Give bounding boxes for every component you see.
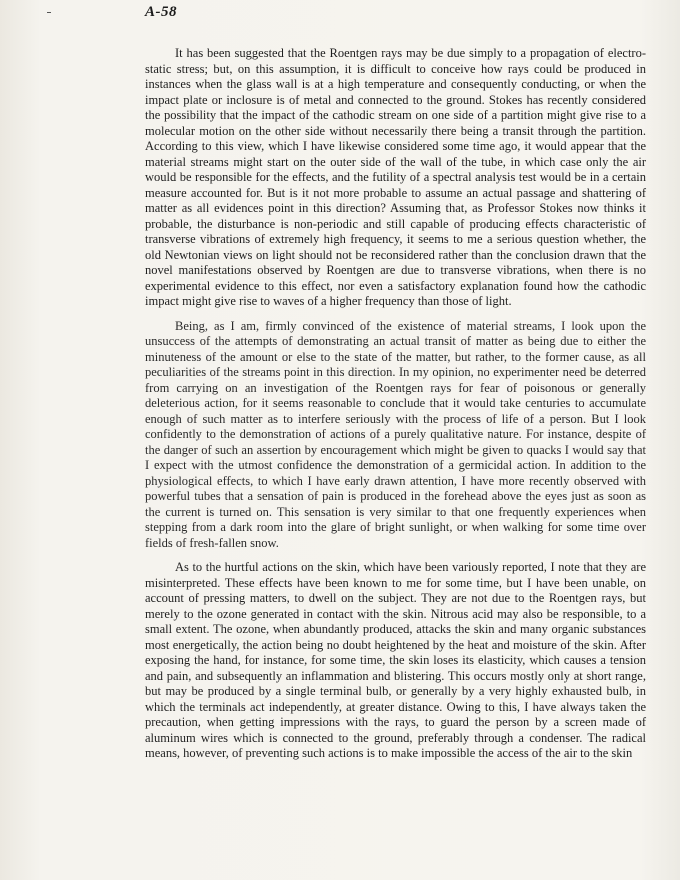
paragraph-2: Being, as I am, firmly convinced of the existence of material streams, I look upon the unsuccess of the attempts of demonstrating an actual transit of matter as being due to either the minuteness of the amount or else to the state of the matter, but rather, to the former cause, as all peculiarities of the streams point in this direction. In my opinion, no experimenter need be deterred from carrying on an investigation of the Roentgen rays for fear of poisonous or generally deleterious action, for it seems reasonable to conclude that it would take centuries to accumulate enough of such matter as to interfere seriously with the process of life of a person. But I look confidently to the demonstration of actions of a purely qualitative nature. For instance, despite of the danger of such an assertion by encouragement which might be given to quacks I would say that I expect with the utmost confidence the demonstration of a germicidal action. In addition to the physiological effects, to which I have early drawn attention, I have more recently observed with powerful tubes that a sensation of pain is produced in the forehead above the eyes just as soon as the current is turned on. This sensation is very similar to that one frequently experiences when stepping from a dark room into the glare of bright sunlight, or when walking for some time over fields of fresh-fallen snow. xyxy=(145,318,646,550)
body-text xyxy=(145,46,646,771)
page-number: A-58 xyxy=(145,4,177,20)
scan-mark xyxy=(47,12,51,13)
paragraph-1: It has been suggested that the Roentgen rays may be due simply to a propagation of electro-static stress; but, on this assumption, it is difficult to conceive how rays could be produced in instances when the glass wall is at a high temperature and consequently conducting, or when the impact plate or inclosure is of metal and connected to the ground. Stokes has recently considered the possibility that the impact of the cathodic stream on one side of a partition might give rise to a molecular motion on the other side without necessarily there being a transit through the partition. According to this view, which I have likewise considered some time ago, it would appear that the material streams might start on the outer side of the wall of the tube, in which case only the air would be responsible for the effects, and the futility of a spectral analysis test would be in a certain measure accounted for. But is it not more probable to assume an actual passage and shattering of matter as all evidences point in this direction? Assuming that, as Professor Stokes now thinks it probable, the disturbance is non-periodic and still capable of producing effects characteristic of transverse vibrations of extremely high frequency, it seems to me a serious question whether, the old Newtonian views on light should not be reconsidered rather than the conclusion drawn that the novel manifestations observed by Roentgen are due to transverse vibrations, when there is no experimental evidence to this effect, nor even a satisfactory explanation found how the cathodic impact might give rise to waves of a higher frequency than those of light. xyxy=(145,46,646,308)
paragraph-3: As to the hurtful actions on the skin, which have been variously reported, I note that they are misinterpreted. These effects have been known to me for some time, but I have been unable, on account of pressing matters, to dwell on the subject. They are not due to the Roentgen rays, but merely to the ozone generated in contact with the skin. Nitrous acid may also be responsible, to a small extent. The ozone, when abundantly produced, attacks the skin and many organic substances most energetically, the action being no doubt heightened by the heat and moisture of the skin. After exposing the hand, for instance, for some time, the skin loses its elasticity, which causes a tension and pain, and subsequently an inflammation and blistering. This occurs mostly only at short range, but may be produced by a single terminal bulb, or generally by a very highly exhausted bulb, in which the terminals act independently, at greater distance. Owing to this, I have always taken the precaution, when getting impressions with the rays, to guard the person by a screen made of aluminum wires which is connected to the ground, preferably through a condenser. The radical means, however, of preventing such actions is to make impossible the access of the air to the skin xyxy=(145,560,646,760)
